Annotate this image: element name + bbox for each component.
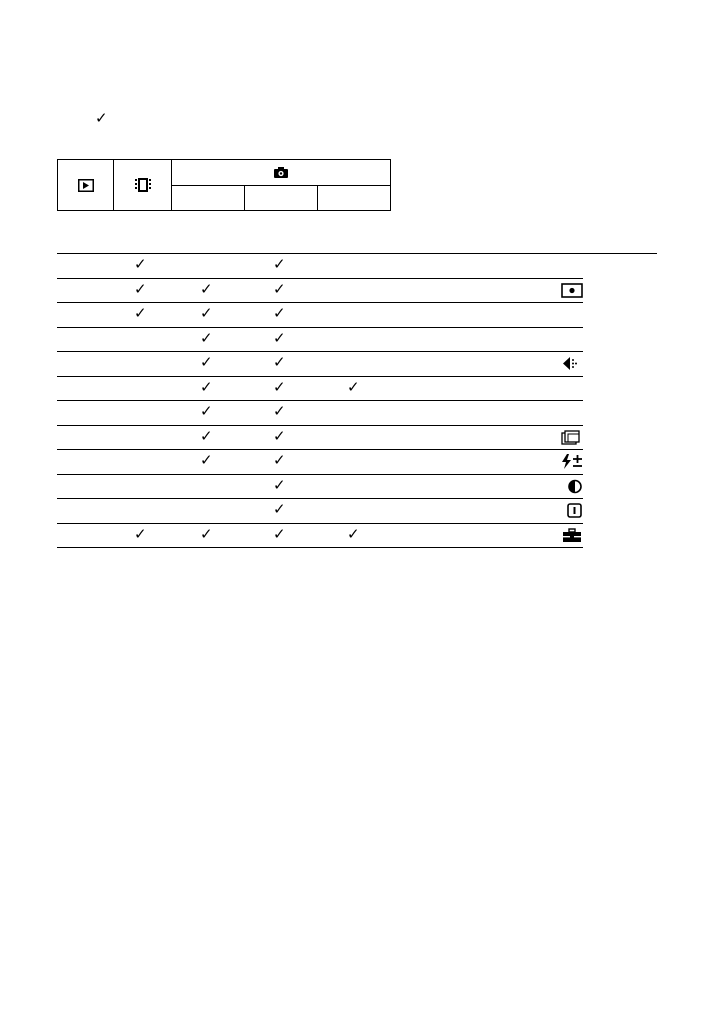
focus-icon [561,356,583,371]
grid-row [57,303,583,328]
camera-subcolumn-2 [245,186,318,210]
check-mark-col-3: ✓ [273,426,286,445]
check-mark-col-3: ✓ [273,402,286,420]
grid-row [57,426,583,451]
check-mark-col-4: ✓ [347,524,360,543]
check-mark-col-3: ✓ [273,500,286,518]
check-mark-col-3: ✓ [273,328,286,347]
check-mark-col-3: ✓ [273,524,286,543]
check-mark-col-2: ✓ [200,304,213,322]
metering-spot-icon [561,283,583,298]
contrast-icon [561,479,583,494]
check-mark-col-2: ✓ [200,377,213,396]
check-mark-col-3: ✓ [273,353,286,371]
grid-row [57,352,583,377]
flash-level-icon [561,454,583,469]
check-mark-col-1: ✓ [134,304,147,322]
check-mark-col-2: ✓ [200,353,213,371]
camera-subcolumn-3 [318,186,390,210]
check-mark-col-3: ✓ [273,255,286,273]
grid-row [57,377,583,402]
grid-row [57,328,583,353]
burst-mode-icon [561,430,583,445]
grid-row [57,475,583,500]
check-mark-col-3: ✓ [273,451,286,469]
movie-mode-icon [135,178,151,192]
sharpness-icon [561,503,583,518]
check-mark-col-2: ✓ [200,524,213,543]
check-mark-col-1: ✓ [134,279,147,298]
check-mark-col-2: ✓ [200,426,213,445]
grid-row [57,524,583,549]
movie-column-header [114,160,172,210]
check-mark-col-3: ✓ [273,304,286,322]
check-mark-col-2: ✓ [200,328,213,347]
grid-row [57,499,583,524]
check-mark-col-4: ✓ [347,377,360,396]
grid-row [57,401,583,426]
check-mark-col-2: ✓ [200,279,213,298]
check-mark-col-3: ✓ [273,475,286,494]
legend-check-symbol: ✓ [95,109,108,127]
camera-subcolumn-1 [172,186,245,210]
check-mark-col-2: ✓ [200,451,213,469]
still-camera-icon [274,167,288,178]
playback-column-header [58,160,114,210]
grid-row [57,254,583,279]
check-mark-col-3: ✓ [273,279,286,298]
check-mark-col-1: ✓ [134,255,147,273]
check-mark-col-2: ✓ [200,402,213,420]
setup-toolbox-icon [561,528,583,543]
play-mode-icon [78,179,94,192]
grid-row [57,279,583,304]
still-camera-column-header [172,160,390,186]
menu-availability-grid [57,254,583,548]
check-mark-col-3: ✓ [273,377,286,396]
mode-table [57,159,391,211]
check-mark-col-1: ✓ [134,524,147,543]
grid-row [57,450,583,475]
